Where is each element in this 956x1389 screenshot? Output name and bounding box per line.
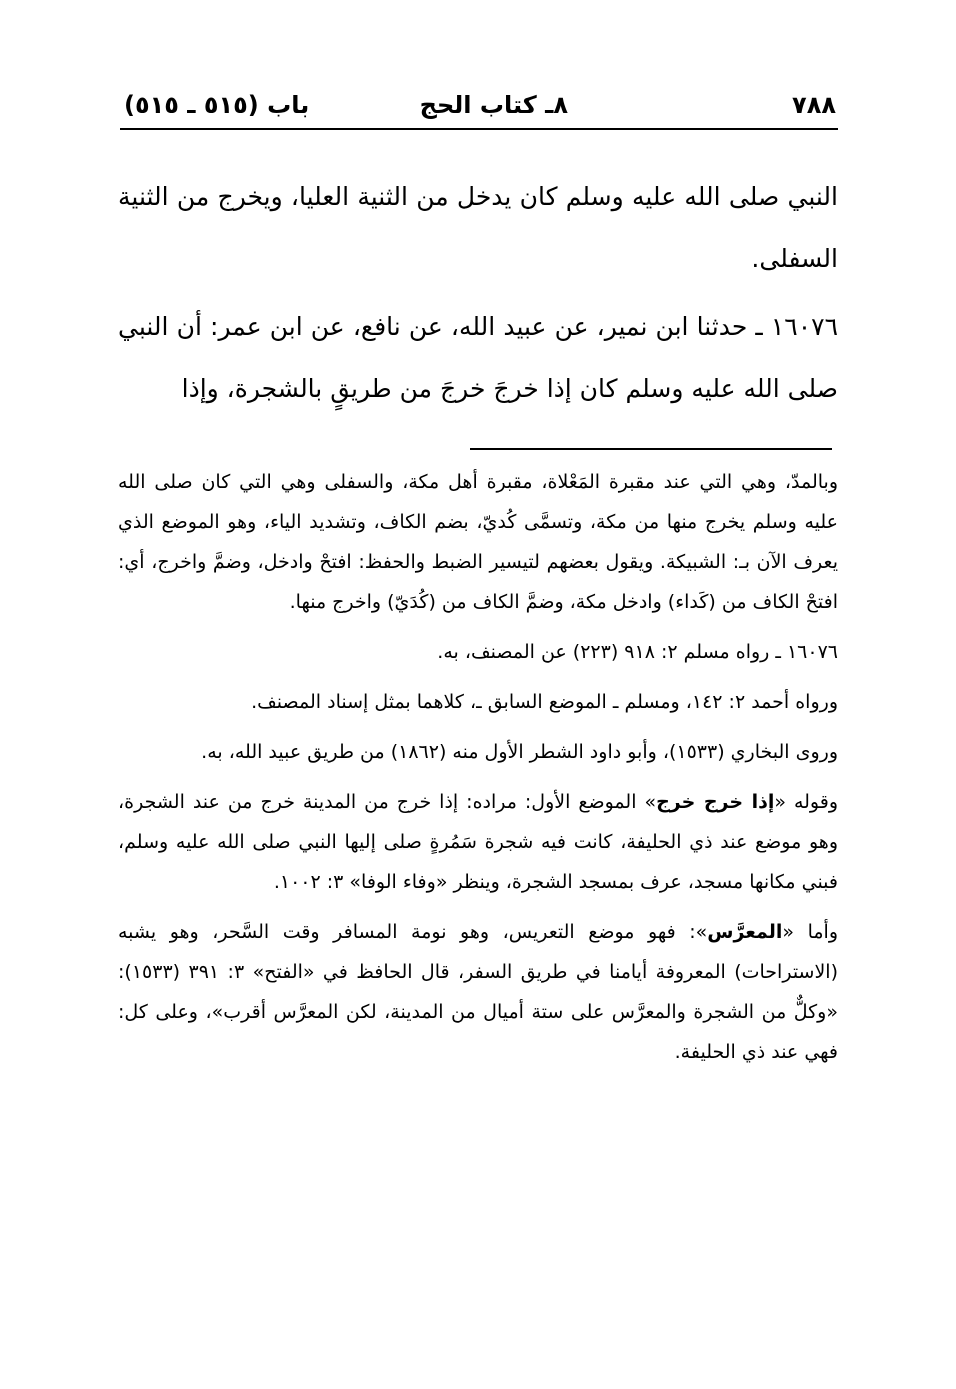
footnote-explanation-muarras: [118, 912, 838, 1072]
main-text: [118, 166, 838, 420]
explanation-body: » الموضع الأول: مراده: إذا خرج من المدينة خرج من عند الشجرة، وهو موضع عند ذي الحليفة، كانت فيه شجرة سَمُرةٍ صلى إليها النبي صلى الله عليه وسلم، فبني مكانها مسجد، عرف بمسجد الشجرة، وينظر «وفاء الوفا» ٣: ١٠٠٢.: [118, 791, 838, 893]
main-paragraph-hadith: ١٦٠٧٦ ـ حدثنا ابن نمير، عن عبيد الله، عن نافع، عن ابن عمر: أن النبي صلى الله عليه وسلم كان إذا خرجَ خرجَ من طريقٍ بالشجرة، وإذا: [118, 312, 838, 403]
main-paragraph-1: النبي صلى الله عليه وسلم كان يدخل من الثنية العليا، ويخرج من الثنية السفلى.: [118, 182, 838, 273]
chapter-heading: باب (٥١٥ ـ ٥١٥): [124, 91, 310, 119]
explanation-term: إذا خرج خرج: [656, 791, 775, 813]
explanation-body: »: فهو موضع التعريس، وهو نومة المسافر وقت السَّحر، وهو يشبه (الاستراحات) المعروفة أيامنا في طريق السفر، قال الحافظ في «الفتح» ٣: ٣٩١ (١٥٣٣): «وكلٌّ من الشجرة والمعرَّس على ستة أميال من المدينة، لكن المعرَّس أقرب»، وعلى كل: فهي عند ذي الحليفة.: [118, 921, 838, 1063]
footnote-takhrij: ١٦٠٧٦ ـ رواه مسلم ٢: ٩١٨ (٢٢٣) عن المصنف، به.: [437, 641, 838, 663]
explanation-prefix: وأما «: [782, 921, 838, 943]
footnote-separator: [470, 448, 832, 450]
book-title: ٨ـ كتاب الحج: [419, 91, 568, 119]
footnote-ahmad: ورواه أحمد ٢: ١٤٢، ومسلم ـ الموضع السابق ـ، كلاهما بمثل إسناد المصنف.: [251, 691, 838, 713]
footnote-continuation: وبالمدّ، وهي التي عند مقبرة المَعْلاة، مقبرة أهل مكة، والسفلى وهي التي كان صلى الله عليه وسلم يخرج منها من مكة، وتسمَّى كُديّ، بضم الكاف، وتشديد الياء، وهو الموضع الذي يعرف الآن بـ: الشبيكة. ويقول بعضهم لتيسير الضبط والحفظ: افتحْ وادخل، وضمَّ واخرج، أي: افتحْ الكاف من (كَداء) وادخل مكة، وضمَّ الكاف من (كُدَيّ) واخرج منها.: [118, 471, 838, 613]
page-header: [120, 88, 838, 122]
page-number: ٧٨٨: [792, 91, 836, 119]
explanation-prefix: وقوله «: [774, 791, 839, 813]
footnotes: [118, 462, 838, 1072]
header-rule: [120, 128, 838, 130]
explanation-term: المعرَّس: [707, 921, 783, 943]
footnote-explanation-shajara: [118, 782, 838, 902]
footnote-bukhari: وروى البخاري (١٥٣٣)، وأبو داود الشطر الأول منه (١٨٦٢) من طريق عبيد الله، به.: [201, 741, 838, 763]
